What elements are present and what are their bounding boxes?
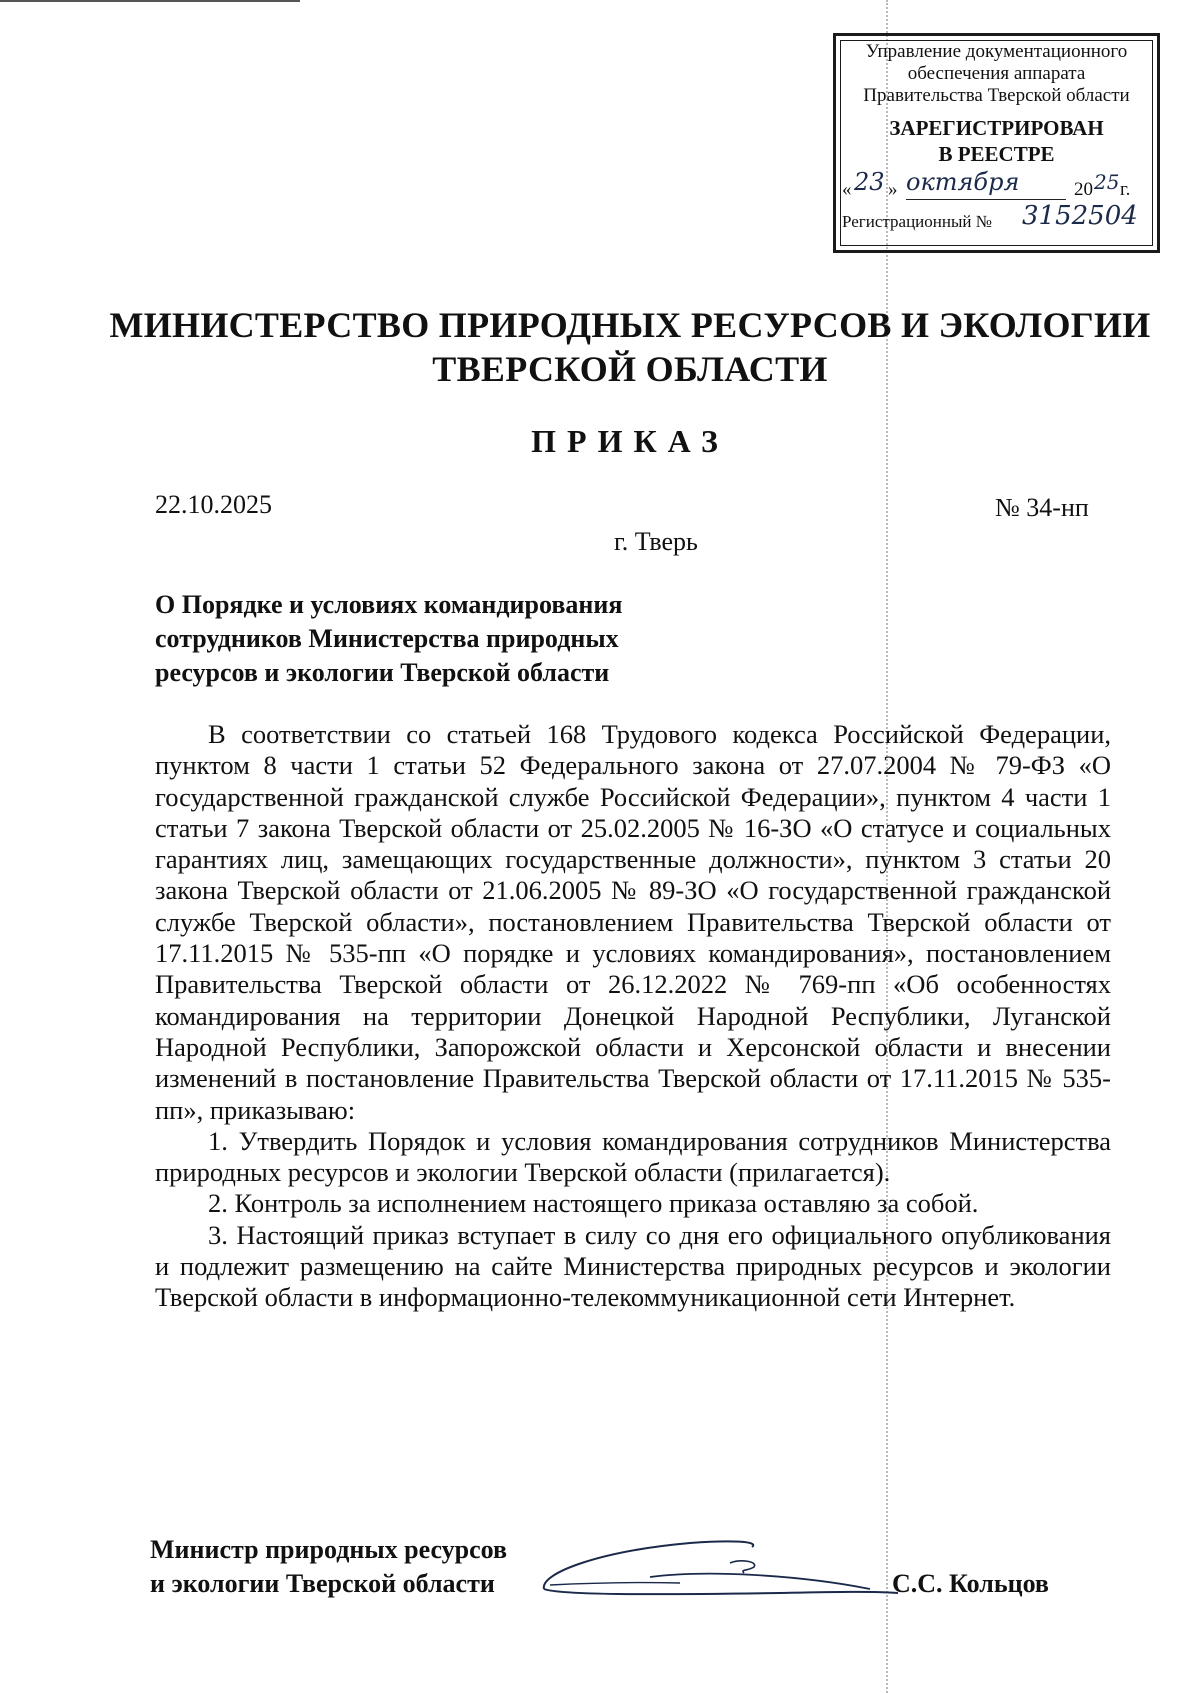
stamp-date-open-quote: «: [842, 179, 852, 200]
handwritten-signature: [530, 1533, 910, 1613]
subject-line: О Порядке и условиях командирования: [155, 590, 623, 619]
stamp-regno-label: Регистрационный №: [842, 212, 992, 231]
stamp-date-close-quote: »: [888, 179, 898, 200]
stamp-regno-value: 3152504: [1022, 201, 1138, 231]
registration-stamp: [833, 33, 1160, 253]
body-item-3: 3. Настоящий приказ вступает в силу со дня его официального опубликования и подлежит размещению на сайте Министерства природных ресурсов и экологии Тверской области в информационно-телекоммуникационной сети Интернет.: [155, 1219, 1111, 1313]
stamp-date-year-letter: г.: [1120, 179, 1131, 200]
stamp-date-year-prefix: 20: [1074, 179, 1093, 200]
order-title: ПРИКАЗ: [531, 423, 729, 459]
order-body: [155, 719, 1111, 1314]
signature-block: [150, 1533, 1150, 1613]
body-preamble: В соответствии со статьей 168 Трудового кодекса Российской Федерации, пунктом 8 части 1 статьи 52 Федерального закона от 27.07.2004 № 79-ФЗ «О государственной гражданской службе Российской Федерации», пунктом 4 части 1 статьи 7 закона Тверской области от 25.02.2005 № 16-ЗО «О статусе и социальных гарантиях лиц, замещающих государственные должности», пунктом 3 статьи 20 закона Тверской области от 21.06.2005 № 89-ЗО «О государственной гражданской службе Тверской области», постановлением Правительства Тверской области от 17.11.2015 № 535-пп «О порядке и условиях командирования», постановлением Правительства Тверской области от 26.12.2022 № 769-пп «Об особенностях командирования на территории Донецкой Народной Республики, Луганской Народной Республики, Запорожской области и Херсонской области и внесении изменений в постановление Правительства Тверской области от 17.11.2015 № 535-пп», приказываю:: [155, 719, 1111, 1125]
document-date: 22.10.2025: [155, 490, 272, 519]
signatory-name: С.С. Кольцов: [892, 1569, 1049, 1598]
stamp-registered-line: В РЕЕСТРЕ: [938, 142, 1055, 166]
ministry-title-line: ТВЕРСКОЙ ОБЛАСТИ: [432, 349, 828, 389]
stamp-date-underline: [906, 199, 1066, 200]
stamp-date-month: октября: [906, 168, 1020, 196]
stamp-date-year-suffix: 25: [1094, 170, 1120, 194]
stamp-date-day: 23: [854, 168, 885, 196]
stamp-regno: [836, 201, 1157, 243]
signatory-title-line: и экологии Тверской области: [150, 1569, 495, 1598]
stamp-org-line: Правительства Тверской области: [863, 85, 1130, 106]
document-number: № 34-нп: [995, 493, 1089, 522]
order-subject: [155, 588, 755, 690]
ministry-title: [100, 303, 1160, 391]
stamp-date: [836, 168, 1157, 205]
document-city: г. Тверь: [614, 527, 698, 556]
subject-line: сотрудников Министерства природных: [155, 624, 619, 653]
body-item-1: 1. Утвердить Порядок и условия командирования сотрудников Министерства природных ресурсов и экологии Тверской области (прилагается).: [155, 1125, 1111, 1188]
ministry-title-line: МИНИСТЕРСТВО ПРИРОДНЫХ РЕСУРСОВ И ЭКОЛОГИИ: [109, 305, 1151, 345]
body-item-2: 2. Контроль за исполнением настоящего приказа оставляю за собой.: [208, 1188, 979, 1219]
signatory-title: [150, 1533, 507, 1601]
signatory-title-line: Министр природных ресурсов: [150, 1535, 508, 1564]
stamp-registered-line: ЗАРЕГИСТРИРОВАН: [889, 116, 1104, 140]
scan-edge-line: [0, 0, 300, 2]
subject-line: ресурсов и экологии Тверской области: [155, 658, 610, 687]
stamp-org-line: Управление документационного: [865, 41, 1128, 62]
stamp-org-line: обеспечения аппарата: [907, 63, 1086, 84]
